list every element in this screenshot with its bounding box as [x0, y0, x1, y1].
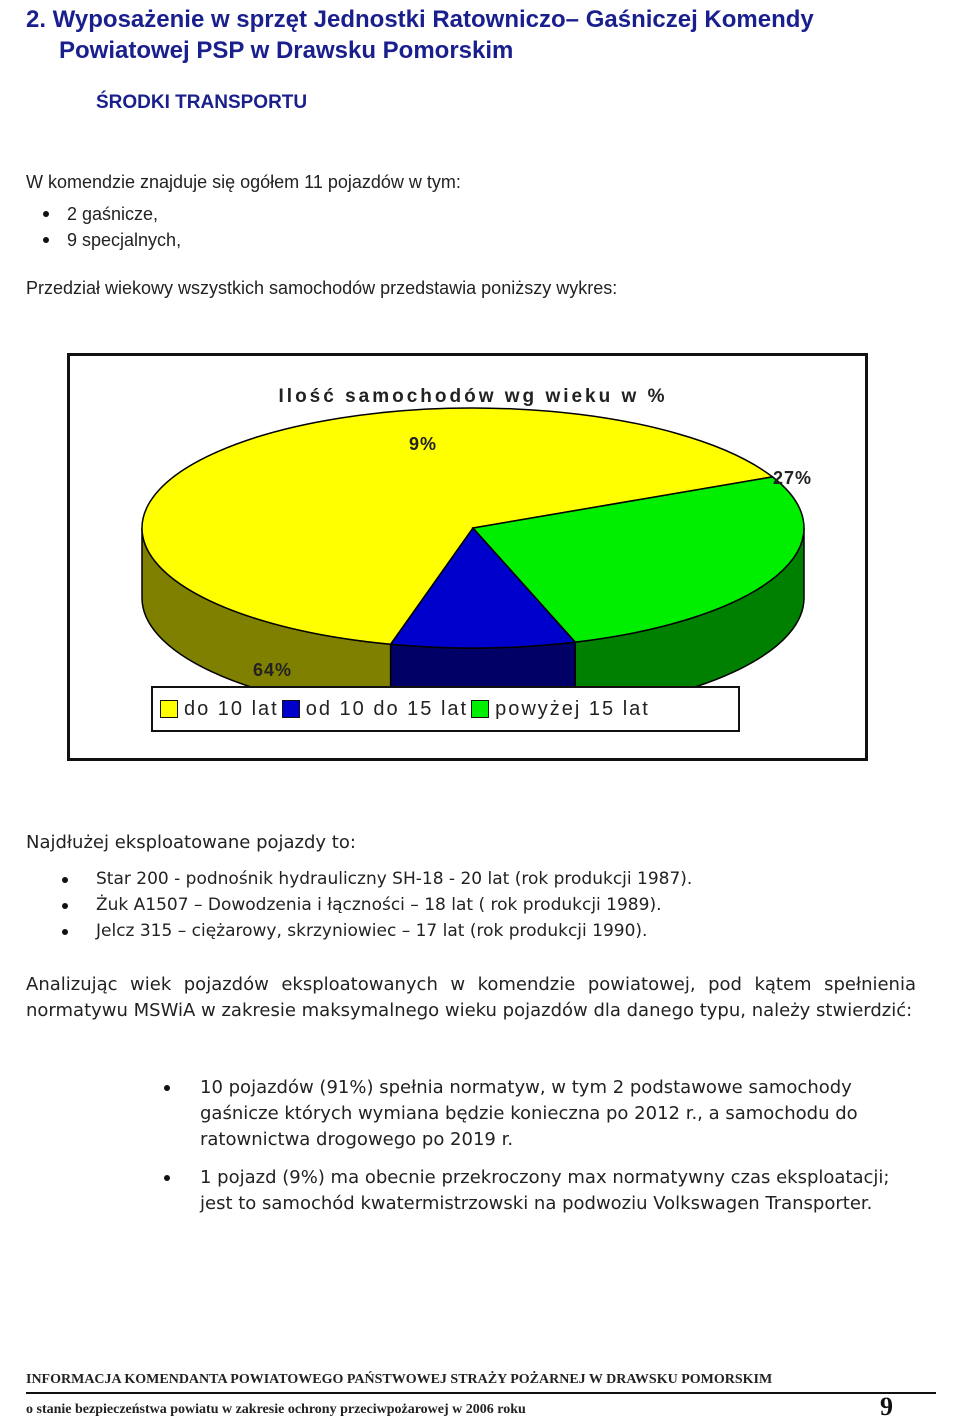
- chart-legend: [151, 686, 740, 732]
- legend-swatch-green: [471, 700, 489, 718]
- slice-label-od-10-do-15-lat: 9%: [409, 434, 438, 454]
- intro-text: W komendzie znajduje się ogółem 11 pojazdów w tym:: [26, 172, 461, 192]
- legend-label: od 10 do 15 lat: [305, 697, 469, 720]
- section-heading: [26, 4, 946, 66]
- chart-title: Ilość samochodów wg wieku w %: [278, 386, 668, 407]
- section-heading-line1: 2. Wyposażenie w sprzęt Jednostki Ratowniczo– Gaśniczej Komendy: [26, 6, 814, 33]
- vehicle-type-list: [26, 201, 181, 253]
- legend-swatch-yellow: [160, 700, 178, 718]
- page-number: 9: [880, 1392, 893, 1421]
- list-item: Żuk A1507 – Dowodzenia i łączności – 18 lat ( rok produkcji 1989).: [60, 892, 692, 918]
- slice-label-do-10-lat: 64%: [253, 660, 293, 680]
- legend-item: [471, 698, 653, 721]
- footer-title: INFORMACJA KOMENDANTA POWIATOWEGO PAŃSTWOWEJ STRAŻY POŻARNEJ W DRAWSKU POMORSKIM: [26, 1372, 773, 1387]
- slice-label-powyzej-15-lat: 27%: [773, 468, 813, 488]
- list-item: 1 pojazd (9%) ma obecnie przekroczony max normatywny czas eksploatacji; jest to samochód kwatermistrzowski na podwoziu Volkswagen Transporter.: [162, 1165, 902, 1217]
- legend-item: [160, 698, 282, 721]
- pie-tops: [142, 408, 804, 648]
- legend-swatch-blue: [282, 700, 300, 718]
- list-item: Jelcz 315 – ciężarowy, skrzyniowiec – 17 lat (rok produkcji 1990).: [60, 918, 692, 944]
- list-item: 10 pojazdów (91%) spełnia normatyw, w tym 2 podstawowe samochody gaśnicze których wymiana będzie konieczna po 2012 r., a samochodu do ratownictwa drogowego po 2019 r.: [162, 1075, 902, 1153]
- analysis-paragraph: Analizując wiek pojazdów eksploatowanych w komendzie powiatowej, pod kątem spełnienia normatywu MSWiA w zakresie maksymalnego wieku pojazdów dla danego typu, należy stwierdzić:: [26, 974, 916, 1021]
- analysis-list: [162, 1075, 902, 1217]
- footer-subtitle: o stanie bezpieczeństwa powiatu w zakresie ochrony przeciwpożarowej w 2006 roku: [26, 1402, 526, 1417]
- subsection-title: ŚRODKI TRANSPORTU: [96, 92, 308, 113]
- longest-used-intro: Najdłużej eksploatowane pojazdy to:: [26, 832, 356, 853]
- list-item: 2 gaśnicze,: [26, 201, 181, 227]
- longest-used-list: [60, 866, 692, 944]
- legend-item: [282, 698, 471, 721]
- list-item: Star 200 - podnośnik hydrauliczny SH-18 - 20 lat (rok produkcji 1987).: [60, 866, 692, 892]
- section-heading-line2: Powiatowej PSP w Drawsku Pomorskim: [59, 37, 514, 64]
- chart-intro-text: Przedział wiekowy wszystkich samochodów przedstawia poniższy wykres:: [26, 278, 618, 298]
- legend-label: do 10 lat: [184, 697, 279, 720]
- list-item: 9 specjalnych,: [26, 227, 181, 253]
- footer-divider: [26, 1392, 936, 1394]
- legend-label: powyżej 15 lat: [495, 697, 650, 720]
